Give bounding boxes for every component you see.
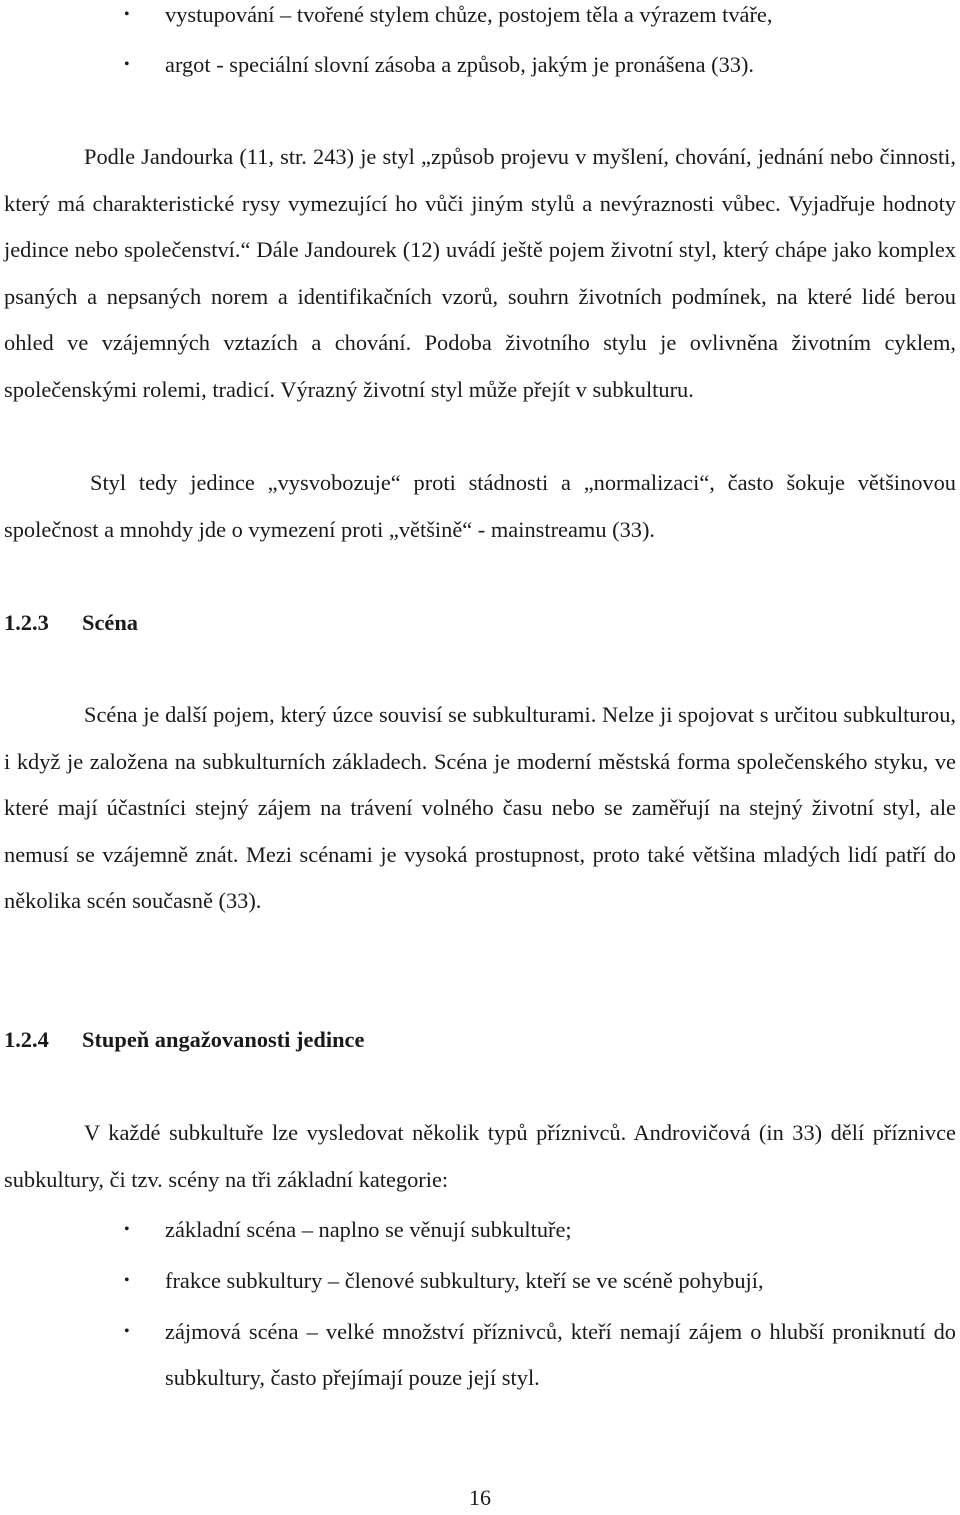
paragraph-text: Podle Jandourka (11, str. 243) je styl „způsob projevu v myšlení, chování, jednání nebo činnosti, který má charakteristické rysy vymezující ho vůči jiným stylů a nevýraznosti vůbec. Vyjadřuje hodnoty jedince nebo společenství.“ Dále Jandourek (12) uvádí ještě pojem životní styl, který chápe jako komplex psaných a nepsaných norem a identifikačních vzorů, souhrn životních podmínek, na které lidé berou ohled ve vzájemných vztazích a chování. Podoba životního stylu je ovlivněna životním cyklem, společenskými rolemi, tradicí. Výrazný životní styl může přejít v subkulturu. xyxy=(4,144,956,402)
paragraph-style xyxy=(0,134,960,413)
top-bullet-list xyxy=(0,0,960,88)
paragraph-text: Scéna je další pojem, který úzce souvisí se subkulturami. Nelze ji spojovat s určitou subkulturou, i když je založena na subkulturních základech. Scéna je moderní městská forma společenského styku, ve které mají účastníci stejný zájem na trávení volného času nebo se zaměřují na stejný životní styl, ale nemusí se vzájemně znát. Mezi scénami je vysoká prostupnost, proto také většina mladých lidí patří do několika scén současně (33). xyxy=(4,702,956,913)
list-item-text: frakce subkultury – členové subkultury, kteří se ve scéně pohybují, xyxy=(165,1268,764,1293)
section-heading-scena xyxy=(0,600,142,646)
paragraph-text: V každé subkultuře lze vysledovat několik typů příznivců. Androvičová (in 33) dělí příznivce subkultury, či tzv. scény na tři základní kategorie: xyxy=(4,1120,956,1192)
list-item-text: argot - speciální slovní zásoba a způsob, jakým je pronášena (33). xyxy=(165,52,755,77)
bullet-icon: • xyxy=(124,6,130,23)
bullet-icon: • xyxy=(124,1272,130,1289)
section-heading-stupen xyxy=(0,1017,368,1063)
section-number: 1.2.3 xyxy=(4,610,49,635)
list-item xyxy=(0,1309,960,1401)
paragraph-scena xyxy=(0,692,960,925)
section-title: Stupeň angažovanosti jedince xyxy=(82,1027,365,1052)
bullet-icon: • xyxy=(124,56,130,73)
category-bullet-list xyxy=(0,1207,960,1401)
section-number: 1.2.4 xyxy=(4,1027,49,1052)
list-item-text: zájmová scéna – velké množství příznivců, kteří nemají zájem o hlubší proniknutí do subkultury, často přejímají pouze její styl. xyxy=(165,1319,956,1390)
list-item xyxy=(0,42,960,88)
list-item xyxy=(0,0,960,38)
page-number: 16 xyxy=(469,1485,491,1510)
paragraph-text: Styl tedy jedince „vysvobozuje“ proti stádnosti a „normalizaci“, často šokuje většinovou společnost a mnohdy jde o vymezení proti „většině“ - mainstreamu (33). xyxy=(4,470,956,542)
section-title: Scéna xyxy=(82,610,138,635)
paragraph-style-freedom xyxy=(0,460,960,553)
paragraph-stupen xyxy=(0,1110,960,1203)
list-item xyxy=(0,1258,960,1304)
list-item-text: základní scéna – naplno se věnují subkultuře; xyxy=(165,1217,572,1242)
bullet-icon: • xyxy=(124,1221,130,1238)
list-item xyxy=(0,1207,960,1253)
bullet-icon: • xyxy=(124,1323,130,1340)
list-item-text: vystupování – tvořené stylem chůze, postojem těla a výrazem tváře, xyxy=(165,2,773,27)
